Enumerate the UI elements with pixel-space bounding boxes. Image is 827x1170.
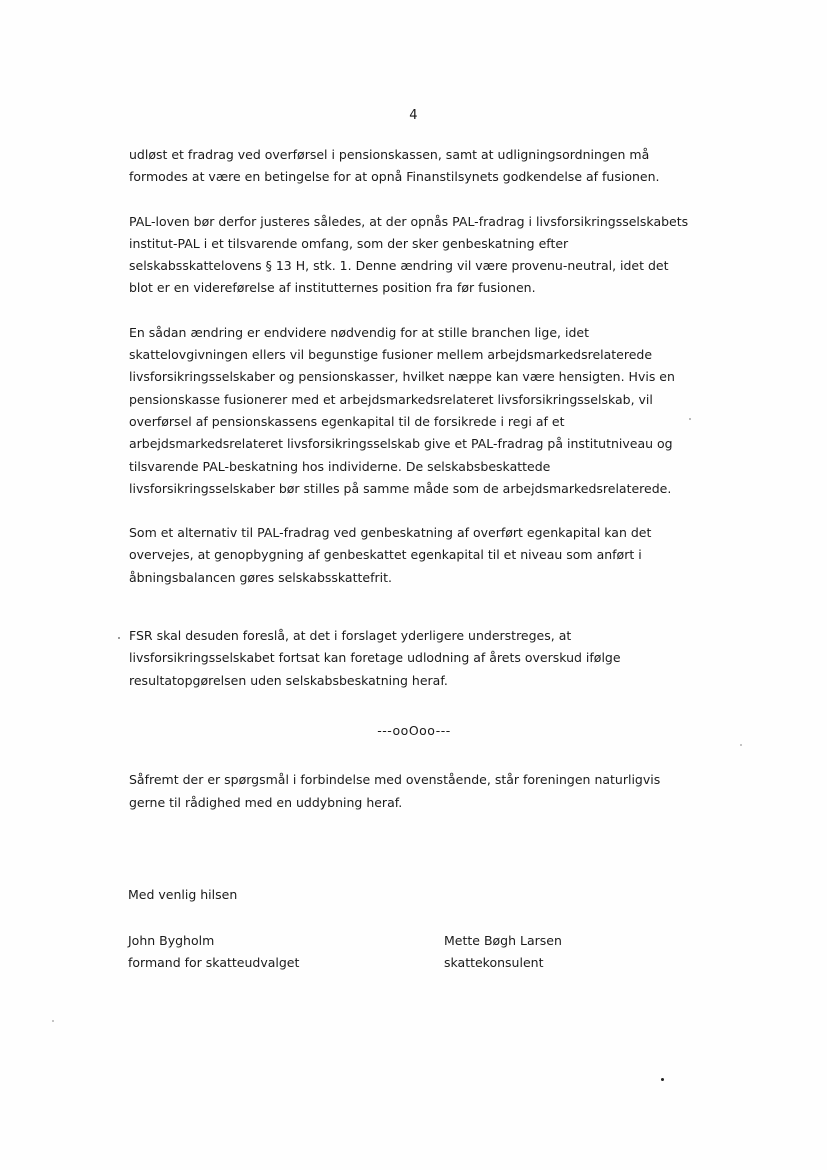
text-line: pensionskasse fusionerer med et arbejdsmarkedsrelateret livsforsikringsselskab, vil	[129, 391, 653, 407]
paragraph-final	[129, 769, 699, 814]
paragraph-4	[129, 522, 699, 589]
signatory-name: John Bygholm	[128, 933, 215, 948]
text-line: overvejes, at genopbygning af genbeskattet egenkapital til et niveau som anført i	[129, 547, 642, 563]
signature-block-right	[444, 930, 562, 975]
paragraph-3	[129, 322, 699, 500]
scan-speck	[740, 744, 742, 746]
scan-speck	[52, 1020, 54, 1022]
paragraph-2	[129, 211, 699, 300]
text-line: formodes at være en betingelse for at opnå Finanstilsynets godkendelse af fusionen.	[129, 169, 660, 185]
text-line: livsforsikringsselskabet fortsat kan foretage udlodning af årets overskud ifølge	[129, 650, 621, 666]
text-line: selskabsskattelovens § 13 H, stk. 1. Denne ændring vil være provenu-neutral, idet det	[129, 258, 669, 274]
scan-speck	[689, 418, 691, 420]
text-line: tilsvarende PAL-beskatning hos individerne. De selskabsbeskattede	[129, 458, 551, 474]
signature-block-left	[128, 930, 299, 975]
text-line: gerne til rådighed med en uddybning heraf.	[129, 794, 403, 810]
text-line: blot er en videreførelse af institutternes position fra før fusionen.	[129, 280, 536, 296]
text-line: Såfremt der er spørgsmål i forbindelse med ovenstående, står foreningen naturligvis	[129, 772, 661, 788]
text-line: En sådan ændring er endvidere nødvendig for at stille branchen lige, idet	[129, 324, 589, 340]
text-line: institut-PAL i et tilsvarende omfang, som der sker genbeskatning efter	[129, 235, 569, 251]
paragraph-5	[129, 625, 699, 692]
text-line: livsforsikringsselskaber og pensionskasser, hvilket næppe kan være hensigten. Hvis en	[129, 369, 675, 385]
text-line: udløst et fradrag ved overførsel i pensionskassen, samt at udligningsordningen må	[129, 147, 650, 162]
section-divider: ---ooOoo---	[377, 722, 451, 738]
letter-body	[129, 144, 699, 814]
scan-speck	[118, 637, 120, 639]
text-line: overførsel af pensionskassens egenkapital til de forsikrede i regi af et	[129, 413, 565, 429]
text-line: livsforsikringsselskaber bør stilles på samme måde som de arbejdsmarkedsrelaterede.	[129, 480, 672, 496]
text-line: skattelovgivningen ellers vil begunstige fusioner mellem arbejdsmarkedsrelaterede	[129, 347, 653, 363]
scan-speck	[661, 1078, 664, 1081]
text-line: resultatopgørelsen uden selskabsbeskatning heraf.	[129, 672, 448, 688]
signatory-title: skattekonsulent	[444, 955, 544, 971]
closing-salutation: Med venlig hilsen	[128, 887, 238, 902]
text-line: Som et alternativ til PAL-fradrag ved genbeskatning af overført egenkapital kan det	[129, 525, 652, 541]
text-line: FSR skal desuden foreslå, at det i forslaget yderligere understreges, at	[129, 628, 572, 644]
text-line: arbejdsmarkedsrelateret livsforsikringsselskab give et PAL-fradrag på institutniveau og	[129, 436, 673, 452]
text-line: åbningsbalancen gøres selskabsskattefrit.	[129, 569, 392, 585]
page-number: 4	[409, 108, 418, 123]
signatory-title: formand for skatteudvalget	[128, 955, 300, 971]
text-line: PAL-loven bør derfor justeres således, at der opnås PAL-fradrag i livsforsikringsselskabets	[129, 213, 689, 229]
paragraph-1	[129, 144, 699, 189]
signatory-name: Mette Bøgh Larsen	[444, 933, 562, 948]
